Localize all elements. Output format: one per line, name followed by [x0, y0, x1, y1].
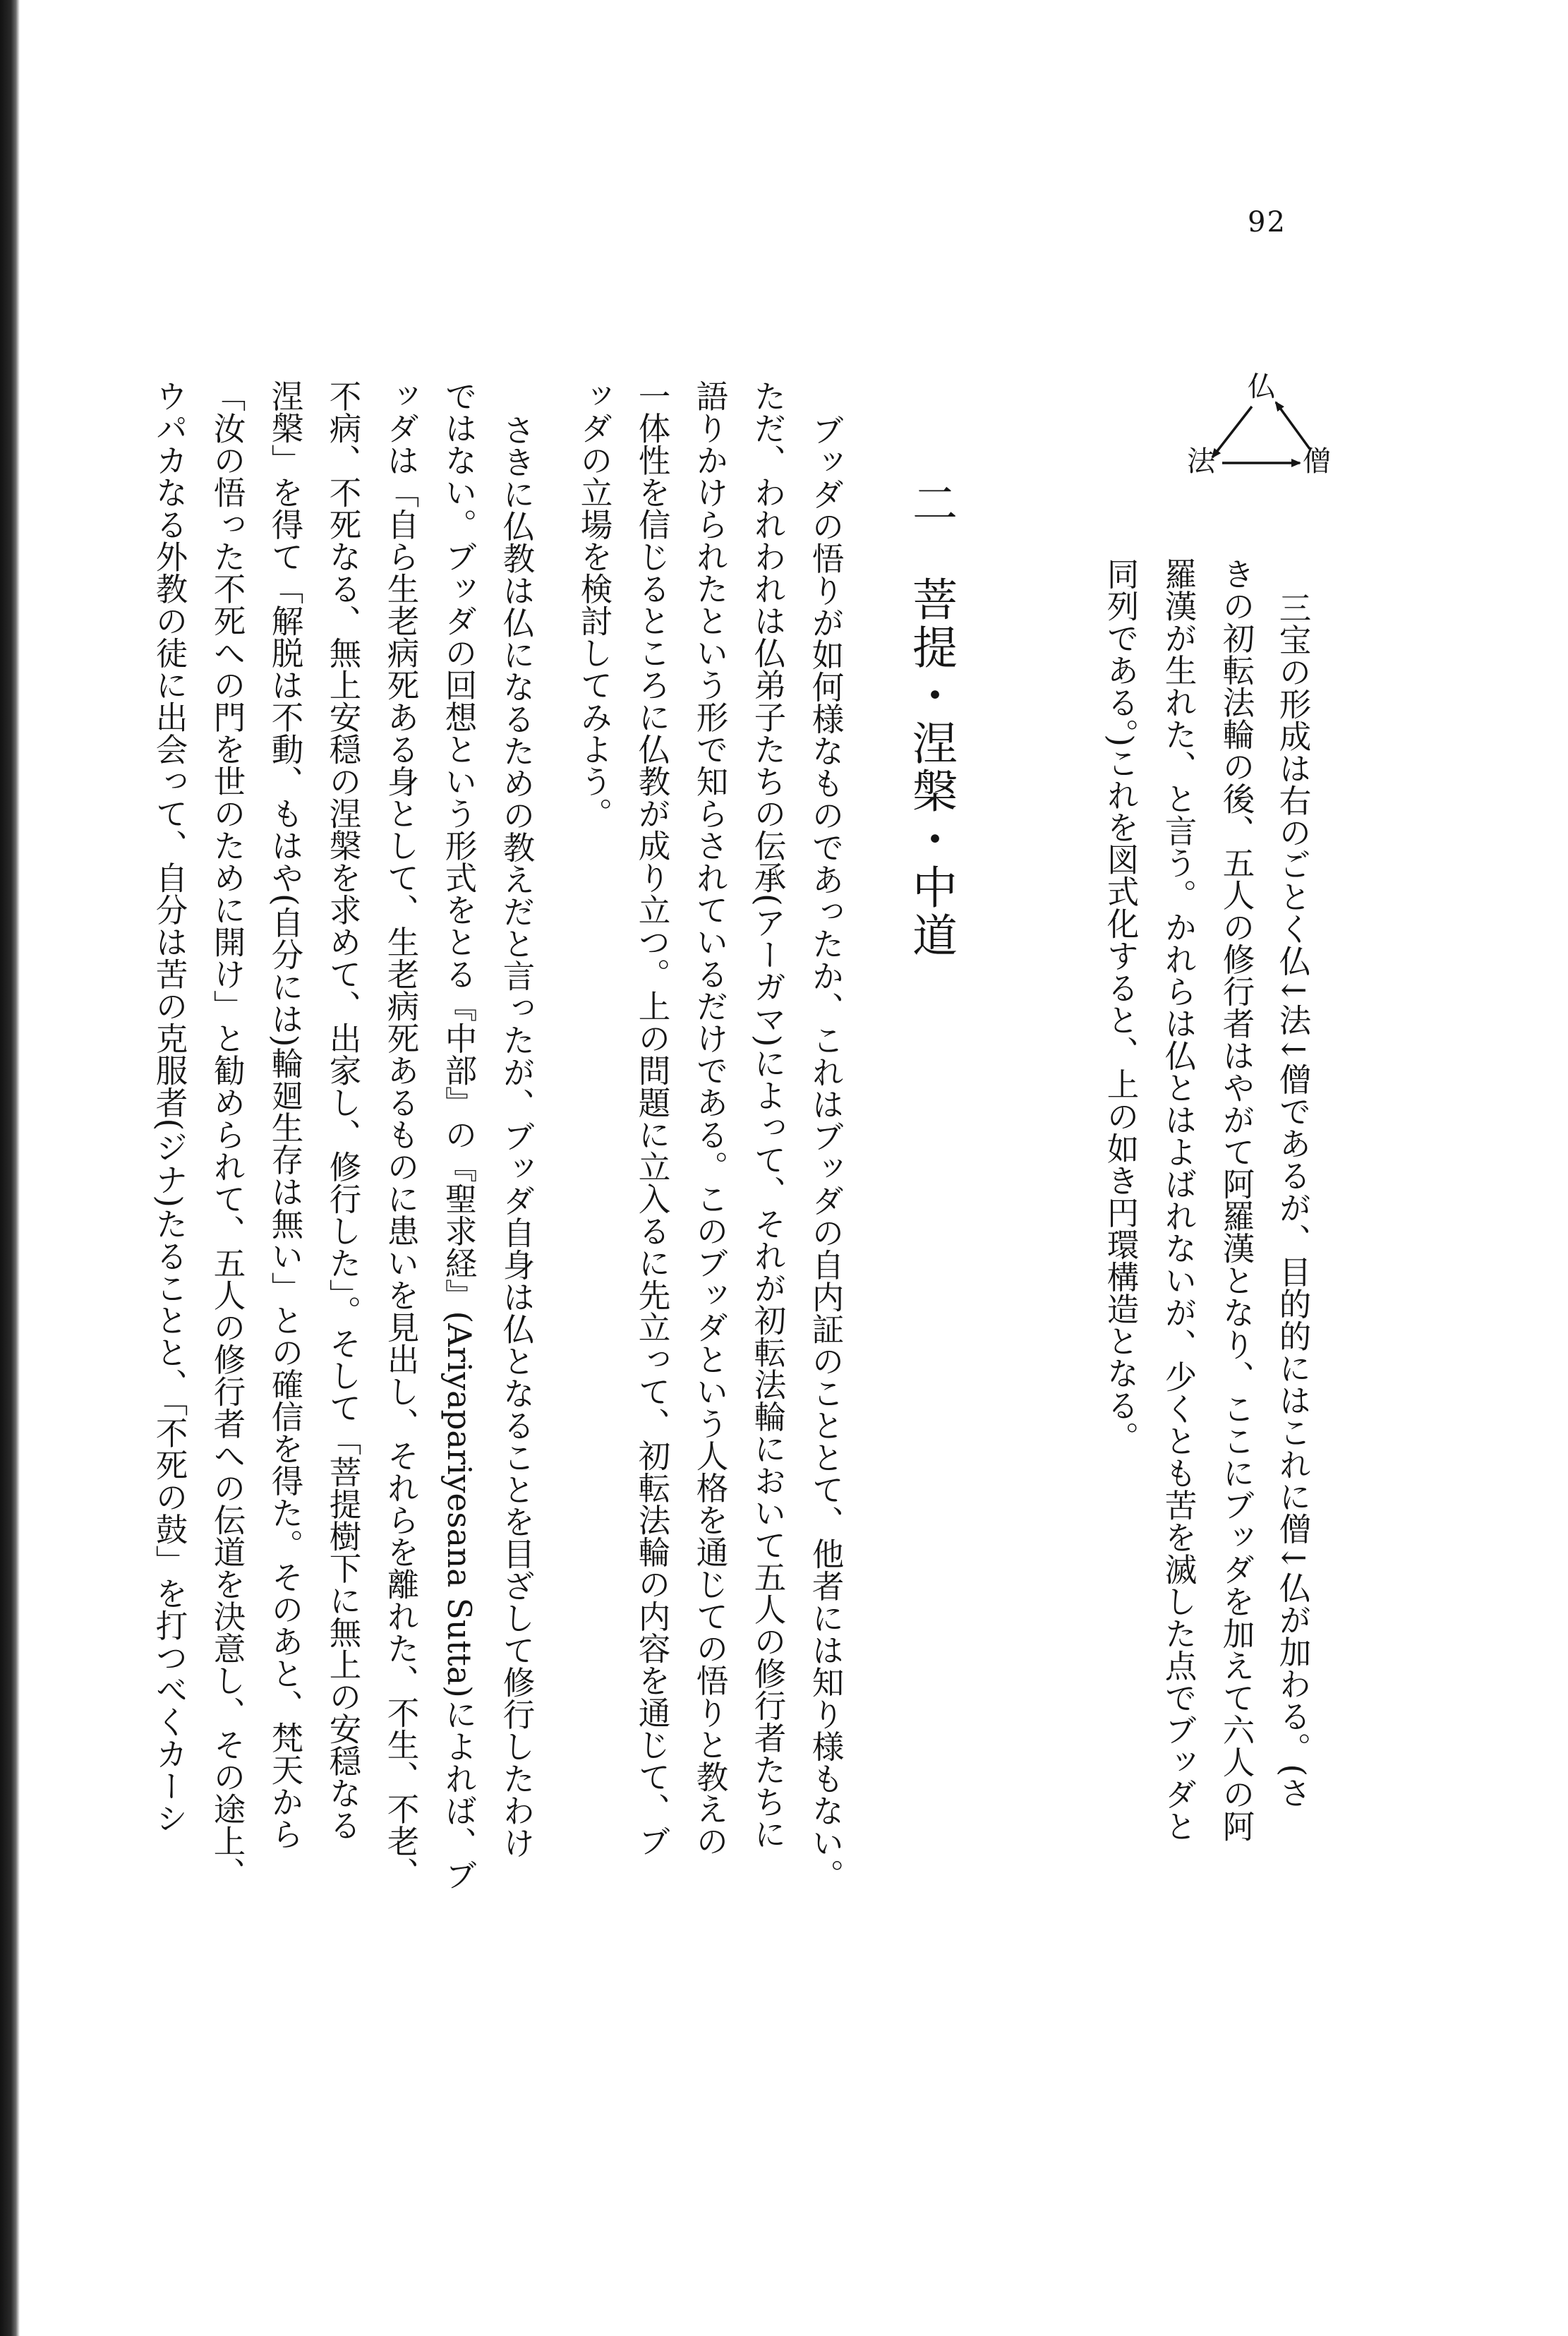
diagram-node-so: 僧 — [1303, 445, 1331, 478]
body-text-line: さきに仏教は仏になるための教えだと言ったが、ブッダ自身は仏となることを目ざして修行したわけ — [498, 414, 536, 1859]
diagram-node-ho: 法 — [1187, 445, 1215, 478]
arrow-so-to-butsu — [1276, 402, 1310, 449]
body-text-line: ッダは「自ら生老病死ある身として、生老病死あるものに患いを見出し、それらを離れた、不生、不老、 — [382, 380, 420, 1889]
body-text-line: ッダの立場を検討してみよう。 — [576, 380, 613, 829]
diagram-node-butsu: 仏 — [1248, 371, 1276, 403]
body-text-line: 「汝の悟った不死への門を世のために開け」と勧められて、五人の修行者への伝道を決意し、その途上、 — [209, 380, 246, 1889]
body-text-line: 語りかけられたという形で知らされているだけである。このブッダという人格を通じての悟りと教えの — [692, 380, 729, 1857]
body-text-line: 不病、不死なる、無上安穏の涅槃を求めて、出家し、修行した」。そして「菩提樹下に無上の安穏なる — [325, 380, 362, 1841]
body-text-line: ではない。ブッダの回想という形式をとる『中部』の『聖求経』(Ariyapariyesana Sutta)によれば、ブ — [440, 380, 478, 1891]
body-text-line: 涅槃」を得て「解脱は不動、もはや(自分には)輪廻生存は無い」との確信を得た。そのあと、梵天から — [267, 380, 304, 1850]
body-text-line: ウパカなる外教の徒に出会って、自分は苦の克服者(ジナ)たることと、「不死の鼓」を打つべくカーシ — [151, 380, 188, 1834]
upper-text-line: きの初転法輪の後、五人の修行者はやがて阿羅漢となり、ここにブッダを加えて六人の阿 — [1218, 558, 1255, 1842]
section-heading: 二 菩提・涅槃・中道 — [905, 480, 957, 960]
upper-text-line: 同列である。)これを図式化すると、上の如き円環構造となる。 — [1102, 558, 1140, 1454]
three-treasures-diagram — [1186, 360, 1341, 501]
upper-text-line: 三宝の形成は右のごとく仏↓法↓僧であるが、目的的にはこれに僧↓仏が加わる。(さ — [1274, 591, 1312, 1809]
scan-binding-edge — [0, 0, 20, 2336]
body-text-line: ただ、われわれは仏弟子たちの伝承(アーガマ)によって、それが初転法輪において五人の修行者たちに — [749, 380, 787, 1850]
arrow-butsu-to-ho — [1212, 407, 1252, 457]
page-number: 92 — [1248, 206, 1286, 239]
upper-text-line: 羅漢が生れた、と言う。かれらは仏とはよばれないが、少くとも苦を滅した点でブッダと — [1160, 558, 1198, 1842]
body-text-line: ブッダの悟りが如何様なものであったか、これはブッダの自内証のこととて、他者には知り様もない。 — [807, 414, 845, 1891]
body-text-line: 一体性を信じるところに仏教が成り立つ。上の問題に立入るに先立って、初転法輪の内容を通じて、ブ — [634, 380, 671, 1857]
